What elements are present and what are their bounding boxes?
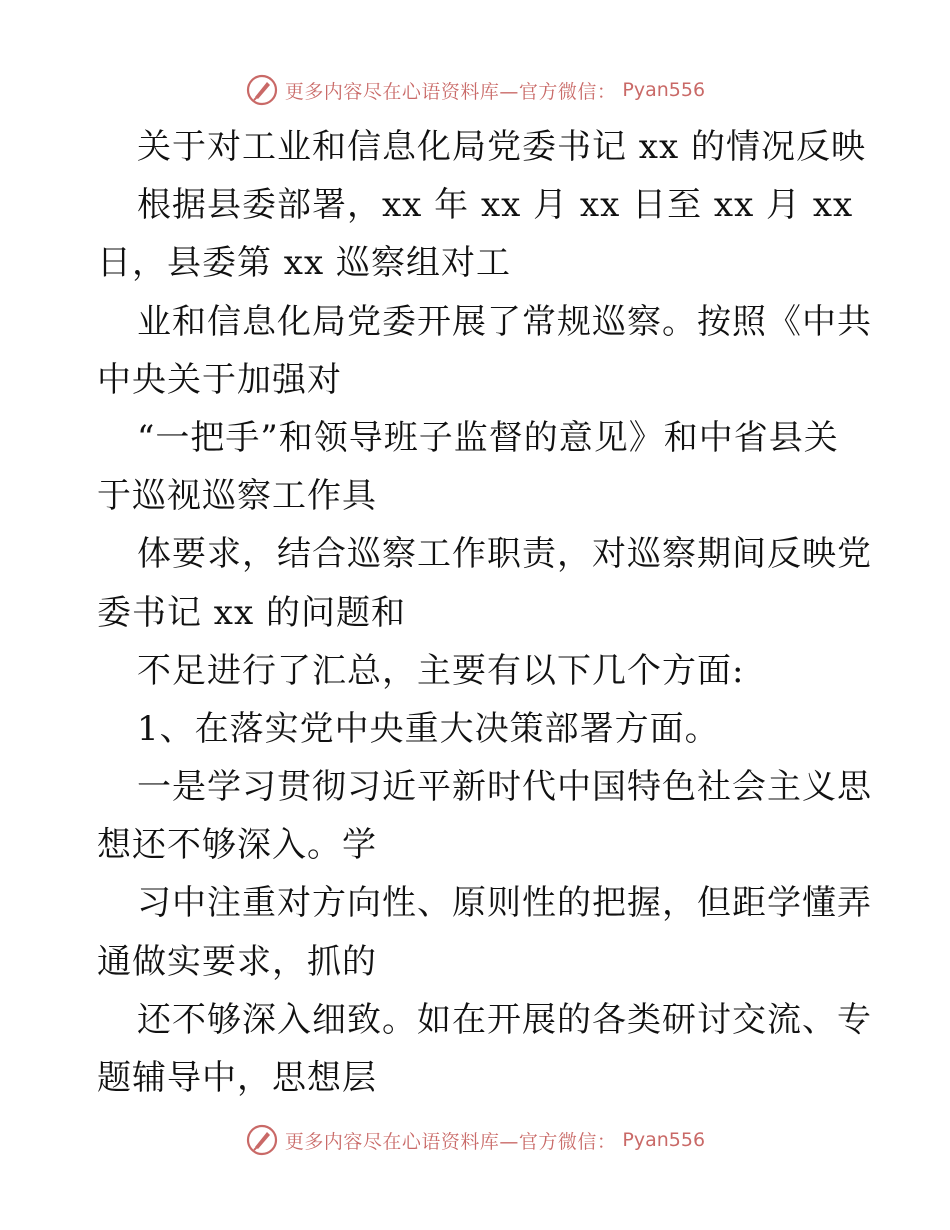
header-watermark (0, 70, 950, 110)
text-line: 通做实要求，抓的 (97, 941, 377, 982)
text-line: 1、在落实党中央重大决策部署方面。 (137, 708, 720, 749)
text-line: 不足进行了汇总，主要有以下几个方面: (137, 650, 745, 691)
text-line: 还不够深入细致。如在开展的各类研讨交流、专 (137, 999, 872, 1040)
quill-pen-circle-icon (245, 1123, 279, 1157)
text-line: 业和信息化局党委开展了常规巡察。按照《中共 (137, 301, 872, 342)
watermark-account: Pyan556 (622, 79, 706, 101)
text-line: 根据县委部署，xx 年 xx 月 xx 日至 xx 月 xx (137, 185, 854, 226)
text-line: 于巡视巡察工作具 (97, 476, 377, 517)
text-line: 关于对工业和信息化局党委书记 xx 的情况反映 (137, 127, 866, 167)
watermark-text: 更多内容尽在心语资料库—官方微信： (284, 1130, 617, 1153)
watermark-account: Pyan556 (622, 1129, 706, 1151)
text-line: 中央关于加强对 (97, 359, 342, 400)
text-line: “一把手”和领导班子监督的意见》和中省县关 (137, 417, 839, 458)
watermark-text: 更多内容尽在心语资料库—官方微信： (284, 80, 617, 103)
text-line: 委书记 xx 的问题和 (97, 592, 406, 633)
text-line: 一是学习贯彻习近平新时代中国特色社会主义思 (137, 767, 872, 808)
document-body (97, 118, 872, 1107)
text-line: 想还不够深入。学 (97, 825, 377, 866)
quill-pen-circle-icon (245, 73, 279, 107)
text-line: 日，县委第 xx 巡察组对工 (97, 243, 511, 284)
text-line: 题辅导中，思想层 (97, 1058, 377, 1098)
text-line: 体要求，结合巡察工作职责，对巡察期间反映党 (137, 534, 872, 575)
text-line: 习中注重对方向性、原则性的把握，但距学懂弄 (137, 883, 872, 924)
footer-watermark (0, 1120, 950, 1160)
